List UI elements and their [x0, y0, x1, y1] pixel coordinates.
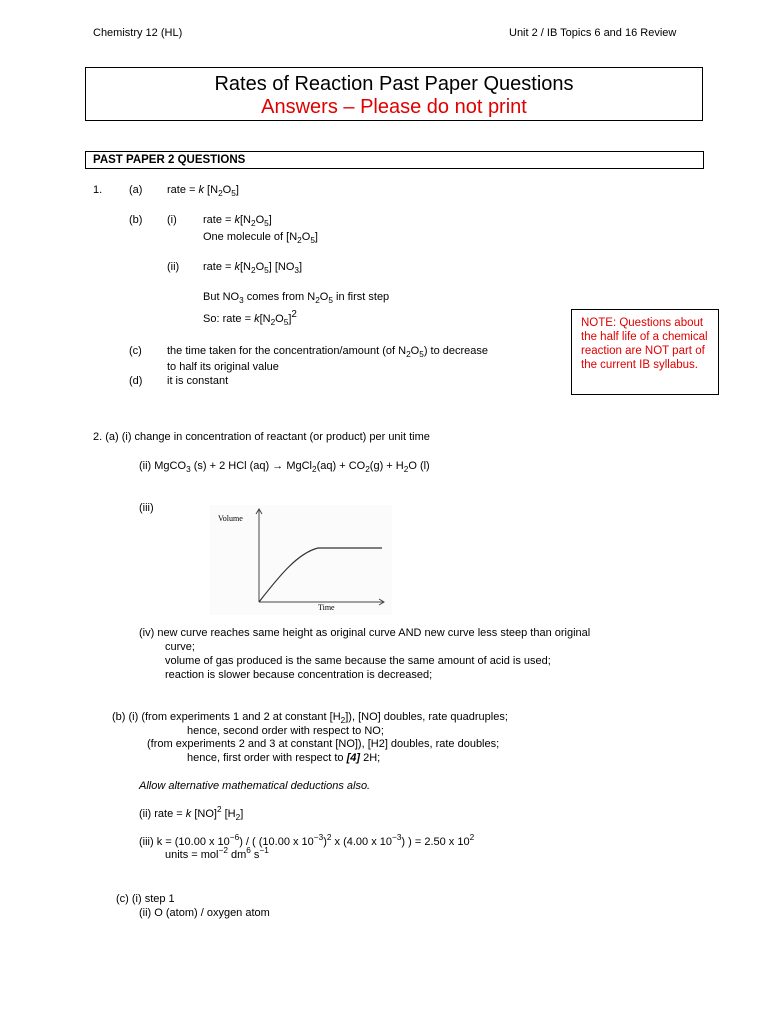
- q2-a-iv-line3: volume of gas produced is the same because the same amount of acid is used;: [165, 655, 551, 667]
- q1-but-line: But $NO_3$ comes from $N_2O_5$ in first step: [203, 291, 390, 305]
- title-box: [85, 67, 703, 121]
- q2-a-iii-label: (iii): [139, 502, 154, 514]
- q1-c-line2: to half its original value: [167, 361, 279, 373]
- q2-b-i-line1: (b) (i) (from experiments 1 and 2 at constant $[H_2]$), [NO] doubles, rate quadruples;: [112, 711, 508, 725]
- graph-y-label: Volume: [218, 514, 243, 523]
- q2-b-ii: (ii) rate = k [NO]$^2$ $[H_2]$: [139, 805, 244, 822]
- q2-a-i: 2. (a) (i) change in concentration of reactant (or product) per unit time: [93, 431, 430, 443]
- q1-bii-label: (ii): [167, 261, 180, 273]
- q1-a-answer: rate = k $[N_2O_5]$: [167, 184, 239, 198]
- q2-a-iv-line4: reaction is slower because concentration is decreased;: [165, 669, 433, 681]
- q2-a-ii-equation: (ii) MgCO$_3$ (s) + 2 HCl (aq) → MgCl$_2$(aq) + $CO_2(g) + H_2O$ (l): [139, 460, 430, 474]
- q2-c-ii: (ii) O (atom) / oxygen atom: [139, 907, 270, 919]
- q2-b-iii: (iii) k = (10.00 x $10^{-6}$) / ( (10.00 x $10^{-3})^2$ x (4.00 x $10^{-3}$) ) = 2.50 x $10^2$: [139, 833, 475, 848]
- q1-b-label: (b): [129, 214, 143, 226]
- q1-c-label: (c): [129, 345, 142, 357]
- q2-b-i-line2: hence, second order with respect to NO;: [187, 725, 384, 737]
- header-unit: Unit 2 / IB Topics 6 and 16 Review: [509, 27, 677, 39]
- q2-allow-note: Allow alternative mathematical deductions also.: [139, 780, 371, 792]
- q1-bii-rate: rate = $k[N_2O_5]$ $[NO_3]$: [203, 261, 303, 275]
- q1-so-line: So: rate = $k[N_2O_5]^2$: [203, 309, 297, 327]
- page-title: Rates of Reaction Past Paper Questions: [214, 73, 574, 95]
- q1-a-label: (a): [129, 184, 143, 196]
- q1-number: 1.: [93, 184, 103, 196]
- volume-time-graph: [210, 505, 392, 615]
- q1-c-line1: the time taken for the concentration/amount (of $N_2O_5$) to decrease: [167, 345, 489, 359]
- q2-b-iii-units: units = mol$^{-2}$ $dm^6$ $s^{-1}$: [165, 846, 269, 861]
- q2-a-iv-line1: (iv) new curve reaches same height as original curve AND new curve less steep than original: [139, 627, 591, 639]
- q1-d-label: (d): [129, 375, 143, 387]
- q1-d-answer: it is constant: [167, 375, 229, 387]
- arrow-icon: →: [272, 460, 284, 472]
- q2-c-i: (c) (i) step 1: [116, 893, 175, 905]
- q2-b-i-line4: hence, first order with respect to [4] 2H;: [187, 752, 381, 764]
- q2-b-i-line3: (from experiments 2 and 3 at constant [NO]), [H2] doubles, rate doubles;: [147, 738, 500, 750]
- note-box: NOTE: Questions about the half life of a chemical reaction are NOT part of the current IB syllabus.: [571, 309, 719, 395]
- header-course: Chemistry 12 (HL): [93, 27, 183, 39]
- graph-x-label: Time: [318, 603, 335, 612]
- page-subtitle: Answers – Please do not print: [261, 96, 527, 118]
- q1-bi-molecule: One molecule of $[N_2O_5]$: [203, 231, 318, 245]
- section-heading: PAST PAPER 2 QUESTIONS: [85, 151, 704, 169]
- q1-bi-label: (i): [167, 214, 177, 226]
- q2-a-iv-line2: curve;: [165, 641, 195, 653]
- q1-bi-rate: rate = $k[N_2O_5]$: [203, 214, 272, 228]
